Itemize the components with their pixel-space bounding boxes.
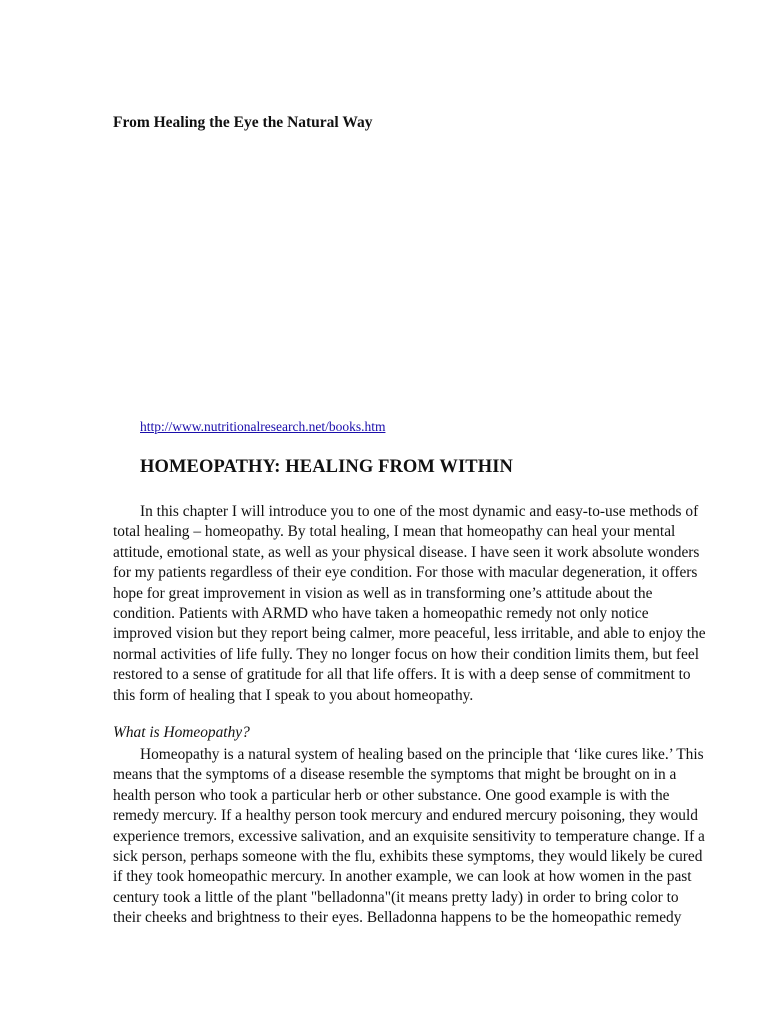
paragraph-line: In this chapter I will introduce you to one of the most dynamic and easy-to-use methods of — [140, 503, 699, 520]
paragraph-line: condition. Patients with ARMD who have taken a homeopathic remedy not only notice — [113, 605, 649, 623]
paragraph-line: century took a little of the plant "belladonna"(it means pretty lady) in order to bring color to — [113, 888, 679, 906]
paragraph-line: normal activities of life fully. They no longer focus on how their condition limits them, but feel — [113, 645, 700, 663]
paragraph-line: means that the symptoms of a disease resemble the symptoms that might be brought on in a — [113, 766, 677, 784]
intro-paragraph — [113, 502, 765, 706]
paragraph-line: attitude, emotional state, as well as your physical disease. I have seen it work absolute wonders — [113, 543, 700, 561]
paragraph-line: experience tremors, excessive salivation, and an exquisite sensitivity to temperature change. If a — [113, 827, 705, 845]
source-link[interactable]: http://www.nutritionalresearch.net/books.htm — [140, 419, 386, 434]
paragraph-line: if they took homeopathic mercury. In another example, we can look at how women in the past — [113, 868, 692, 886]
paragraph-line: sick person, perhaps someone with the flu, exhibits these symptoms, they would likely be cured — [113, 848, 703, 866]
paragraph-line: their cheeks and brightness to their eyes. Belladonna happens to be the homeopathic remedy — [113, 909, 682, 927]
paragraph-line: restored to a sense of gratitude for all that life offers. It is with a deep sense of commitment to — [113, 666, 691, 684]
section-paragraph — [113, 745, 765, 929]
paragraph-line: health person who took a particular herb or other substance. One good example is with the — [113, 786, 670, 804]
paragraph-line: this form of healing that I speak to you about homeopathy. — [113, 686, 474, 704]
paragraph-line: remedy mercury. If a healthy person took mercury and endured mercury poisoning, they would — [113, 807, 698, 825]
paragraph-line: improved vision but they report being calmer, more peaceful, less irritable, and able to enjoy the — [113, 625, 706, 643]
source-title: From Healing the Eye the Natural Way — [113, 114, 373, 131]
paragraph-line: Homeopathy is a natural system of healing based on the principle that ‘like cures like.’ This — [140, 746, 704, 763]
paragraph-line: total healing – homeopathy. By total healing, I mean that homeopathy can heal your mental — [113, 523, 676, 541]
paragraph-line: hope for great improvement in vision as well as in transforming one’s attitude about the — [113, 584, 653, 602]
section-heading: What is Homeopathy? — [113, 724, 250, 741]
paragraph-line: for my patients regardless of their eye condition. For those with macular degeneration, it offers — [113, 564, 698, 582]
chapter-heading: HOMEOPATHY: HEALING FROM WITHIN — [140, 457, 513, 477]
